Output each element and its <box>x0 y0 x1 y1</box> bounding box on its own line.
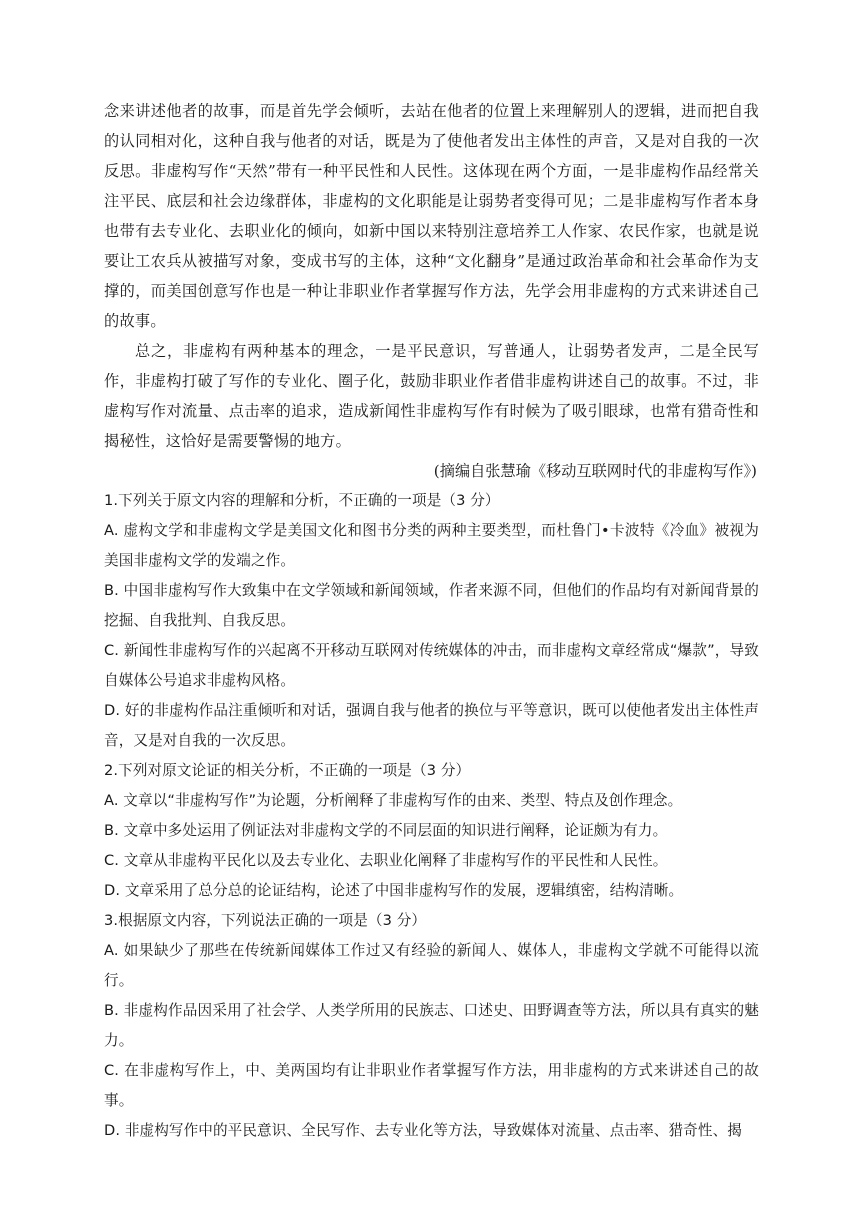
question-2-option-c: C. 文章从非虚构平民化以及去专业化、去职业化阐释了非虚构写作的平民性和人民性。 <box>104 852 668 869</box>
question-3 <box>104 906 759 1146</box>
question-list <box>104 486 759 1146</box>
question-1-option-c: C. 新闻性非虚构写作的兴起离不开移动互联网对传统媒体的冲击，而非虚构文章经常成“爆款”，导致自媒体公号追求非虚构风格。 <box>104 642 759 689</box>
question-2-option-a: A. 文章以“非虚构写作”为论题，分析阐释了非虚构写作的由来、类型、特点及创作理念。 <box>104 792 683 809</box>
question-1 <box>104 486 759 756</box>
question-2-option-d: D. 文章采用了总分总的论证结构，论述了中国非虚构写作的发展，逻辑缜密，结构清晰。 <box>104 882 684 899</box>
passage-paragraph-2: 总之，非虚构有两种基本的理念，一是平民意识，写普通人，让弱势者发声，二是全民写作，非虚构打破了写作的专业化、圈子化，鼓励非职业作者借非虚构讲述自己的故事。不过，非虚构写作对流量、点击率的追求，造成新闻性非虚构写作有时候为了吸引眼球，也常有猎奇性和揭秘性，这恰好是需要警惕的地方。 <box>104 342 759 450</box>
passage-paragraph-1: 念来讲述他者的故事，而是首先学会倾听，去站在他者的位置上来理解别人的逻辑，进而把自我的认同相对化，这种自我与他者的对话，既是为了使他者发出主体性的声音，又是对自我的一次反思。非虚构写作“天然”带有一种平民性和人民性。这体现在两个方面，一是非虚构作品经常关注平民、底层和社会边缘群体，非虚构的文化职能是让弱势者变得可见；二是非虚构写作者本身也带有去专业化、去职业化的倾向，如新中国以来特别注意培养工人作家、农民作家，也就是说要让工农兵从被描写对象，变成书写的主体，这种“文化翻身”是通过政治革命和社会革命作为支撑的，而美国创意写作也是一种让非职业作者掌握写作方法，先学会用非虚构的方式来讲述自己的故事。 <box>104 102 759 330</box>
reading-passage <box>104 96 759 456</box>
question-3-option-b: B. 非虚构作品因采用了社会学、人类学所用的民族志、口述史、田野调查等方法，所以具有真实的魅力。 <box>104 1002 759 1049</box>
question-1-stem: 1.下列关于原文内容的理解和分析，不正确的一项是（3 分） <box>104 492 500 509</box>
passage-source: (摘编自张慧瑜《移动互联网时代的非虚构写作》) <box>433 462 757 480</box>
question-2-option-b: B. 文章中多处运用了例证法对非虚构文学的不同层面的知识进行阐释，论证颇为有力。 <box>104 822 668 839</box>
question-2 <box>104 756 759 906</box>
question-3-option-c: C. 在非虚构写作上，中、美两国均有让非职业作者掌握写作方法，用非虚构的方式来讲述自己的故事。 <box>104 1062 759 1109</box>
question-3-option-a: A. 如果缺少了那些在传统新闻媒体工作过又有经验的新闻人、媒体人，非虚构文学就不可能得以流行。 <box>104 942 759 989</box>
question-1-option-d: D. 好的非虚构作品注重倾听和对话，强调自我与他者的换位与平等意识，既可以使他者发出主体性声音，又是对自我的一次反思。 <box>104 702 759 749</box>
question-3-option-d: D. 非虚构写作中的平民意识、全民写作、去专业化等方法，导致媒体对流量、点击率、猎奇性、揭 <box>104 1122 742 1139</box>
question-1-option-b: B. 中国非虚构写作大致集中在文学领域和新闻领域，作者来源不同，但他们的作品均有对新闻背景的挖掘、自我批判、自我反思。 <box>104 582 759 629</box>
question-2-stem: 2.下列对原文论证的相关分析，不正确的一项是（3 分） <box>104 762 471 779</box>
question-3-stem: 3.根据原文内容，下列说法正确的一项是（3 分） <box>104 912 427 929</box>
page-content <box>104 96 759 1146</box>
question-1-option-a: A. 虚构文学和非虚构文学是美国文化和图书分类的两种主要类型，而杜鲁门•卡波特《冷血》被视为美国非虚构文学的发端之作。 <box>104 522 759 569</box>
